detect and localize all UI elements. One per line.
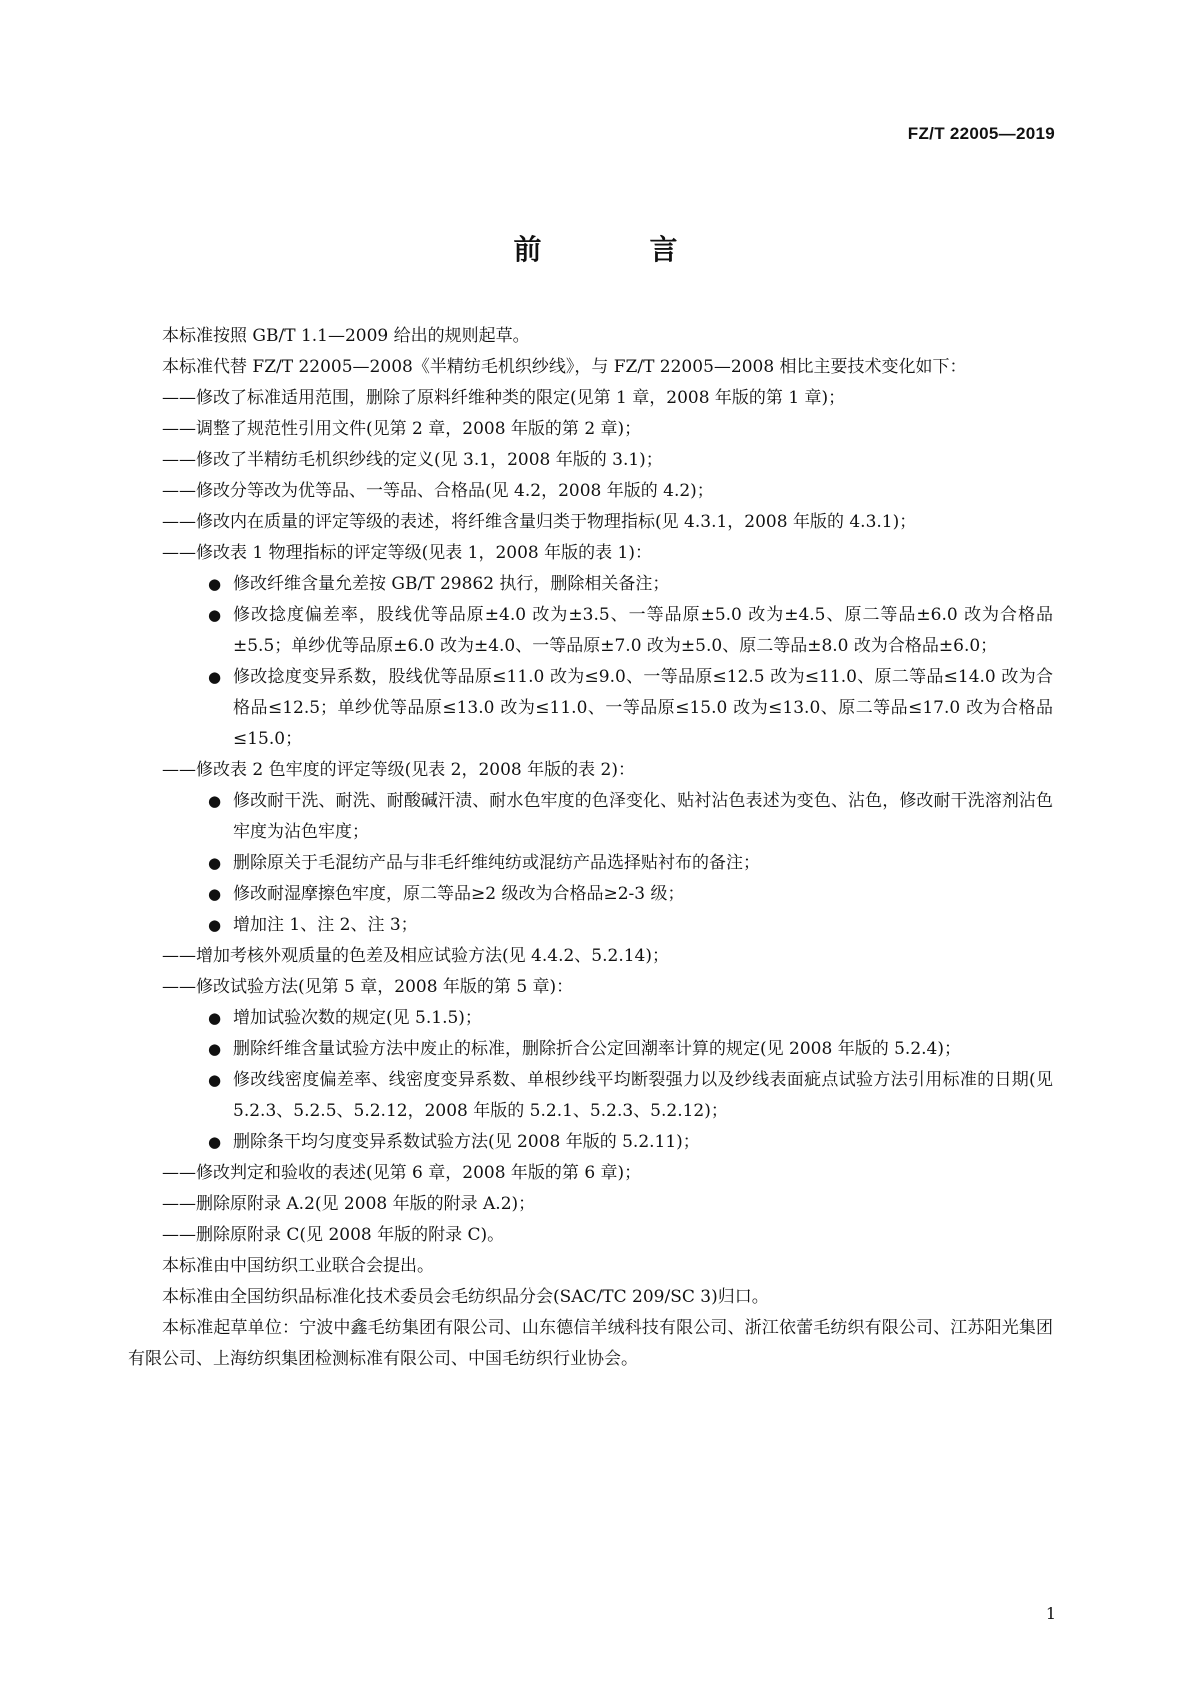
bullet-text: 删除原关于毛混纺产品与非毛纤维纯纺或混纺产品选择贴衬布的备注；	[233, 853, 760, 873]
bullet-text: 修改线密度偏差率、线密度变异系数、单根纱线平均断裂强力以及纱线表面疵点试验方法引用标准的日期(见 5.2.3、5.2.5、5.2.12，2008 年版的 5.2.1、5.2.3、5.2.12)；	[233, 1070, 1053, 1121]
bullet-icon: ●	[208, 1071, 222, 1089]
bullet-icon: ●	[208, 606, 222, 624]
change-item: ——修改试验方法(见第 5 章，2008 年版的第 5 章)：	[162, 977, 574, 997]
change-item: ——删除原附录 C(见 2008 年版的附录 C)。	[162, 1225, 505, 1245]
preface-body	[128, 321, 1053, 1375]
change-item: ——增加考核外观质量的色差及相应试验方法(见 4.4.2、5.2.14)；	[162, 946, 669, 966]
bullet-icon: ●	[208, 575, 222, 593]
paragraph: 本标准由中国纺织工业联合会提出。	[162, 1256, 434, 1276]
bullet-icon: ●	[208, 1133, 222, 1151]
paragraph: 本标准由全国纺织品标准化技术委员会毛纺织品分会(SAC/TC 209/SC 3)归口。	[162, 1287, 769, 1307]
change-item: ——修改了标准适用范围，删除了原料纤维种类的限定(见第 1 章，2008 年版的第 1 章)；	[162, 388, 846, 408]
paragraph: 本标准起草单位：宁波中鑫毛纺集团有限公司、山东德信羊绒科技有限公司、浙江依蕾毛纺织有限公司、江苏阳光集团有限公司、上海纺织集团检测标准有限公司、中国毛纺织行业协会。	[128, 1318, 1053, 1369]
bullet-text: 删除纤维含量试验方法中废止的标准，删除折合公定回潮率计算的规定(见 2008 年版的 5.2.4)；	[233, 1039, 961, 1059]
bullet-item	[128, 848, 1053, 879]
bullet-icon: ●	[208, 792, 222, 810]
bullet-icon: ●	[208, 916, 222, 934]
bullet-icon: ●	[208, 668, 222, 686]
bullet-item	[128, 1034, 1053, 1065]
change-item: ——修改表 2 色牢度的评定等级(见表 2，2008 年版的表 2)：	[162, 760, 635, 780]
bullet-text: 修改纤维含量允差按 GB/T 29862 执行，删除相关备注；	[233, 574, 670, 594]
bullet-icon: ●	[208, 1009, 222, 1027]
bullet-text: 增加注 1、注 2、注 3；	[233, 915, 418, 935]
standard-code: FZ/T 22005—2019	[907, 124, 1055, 143]
change-item: ——修改判定和验收的表述(见第 6 章，2008 年版的第 6 章)；	[162, 1163, 642, 1183]
change-item: ——修改分等改为优等品、一等品、合格品(见 4.2，2008 年版的 4.2)；	[162, 481, 714, 501]
paragraph: 本标准按照 GB/T 1.1—2009 给出的规则起草。	[162, 326, 530, 346]
bullet-text: 修改耐干洗、耐洗、耐酸碱汗渍、耐水色牢度的色泽变化、贴衬沾色表述为变色、沾色，修改耐干洗溶剂沾色牢度为沾色牢度；	[233, 791, 1053, 842]
bullet-item	[128, 662, 1053, 755]
bullet-text: 修改捻度变异系数，股线优等品原≤11.0 改为≤9.0、一等品原≤12.5 改为≤11.0、原二等品≤14.0 改为合格品≤12.5；单纱优等品原≤13.0 改为≤11.0、一等品原≤15.0 改为≤13.0、原二等品≤17.0 改为合格品≤15.0；	[233, 667, 1053, 749]
bullet-icon: ●	[208, 1040, 222, 1058]
change-item: ——删除原附录 A.2(见 2008 年版的附录 A.2)；	[162, 1194, 536, 1214]
bullet-item	[128, 1065, 1053, 1127]
bullet-item	[128, 600, 1053, 662]
page-number: 1	[1045, 1604, 1056, 1623]
change-item: ——修改内在质量的评定等级的表述，将纤维含量归类于物理指标(见 4.3.1，2008 年版的 4.3.1)；	[162, 512, 917, 532]
change-item: ——修改了半精纺毛机织纱线的定义(见 3.1，2008 年版的 3.1)；	[162, 450, 663, 470]
change-item: ——调整了规范性引用文件(见第 2 章，2008 年版的第 2 章)；	[162, 419, 642, 439]
bullet-text: 修改捻度偏差率，股线优等品原±4.0 改为±3.5、一等品原±5.0 改为±4.5、原二等品±6.0 改为合格品±5.5；单纱优等品原±6.0 改为±4.0、一等品原±7.0 改为±5.0、原二等品±8.0 改为合格品±6.0；	[233, 605, 1053, 656]
bullet-item	[128, 879, 1053, 910]
bullet-item	[128, 569, 1053, 600]
bullet-item	[128, 910, 1053, 941]
change-item: ——修改表 1 物理指标的评定等级(见表 1，2008 年版的表 1)：	[162, 543, 652, 563]
bullet-text: 修改耐湿摩擦色牢度，原二等品≥2 级改为合格品≥2-3 级；	[233, 884, 685, 904]
bullet-text: 删除条干均匀度变异系数试验方法(见 2008 年版的 5.2.11)；	[233, 1132, 700, 1152]
bullet-icon: ●	[208, 854, 222, 872]
paragraph: 本标准代替 FZ/T 22005—2008《半精纺毛机织纱线》，与 FZ/T 22005—2008 相比主要技术变化如下：	[162, 357, 967, 377]
page-title: 前 言	[513, 233, 718, 266]
bullet-item	[128, 1003, 1053, 1034]
bullet-item	[128, 1127, 1053, 1158]
bullet-icon: ●	[208, 885, 222, 903]
bullet-item	[128, 786, 1053, 848]
bullet-text: 增加试验次数的规定(见 5.1.5)；	[233, 1008, 482, 1028]
